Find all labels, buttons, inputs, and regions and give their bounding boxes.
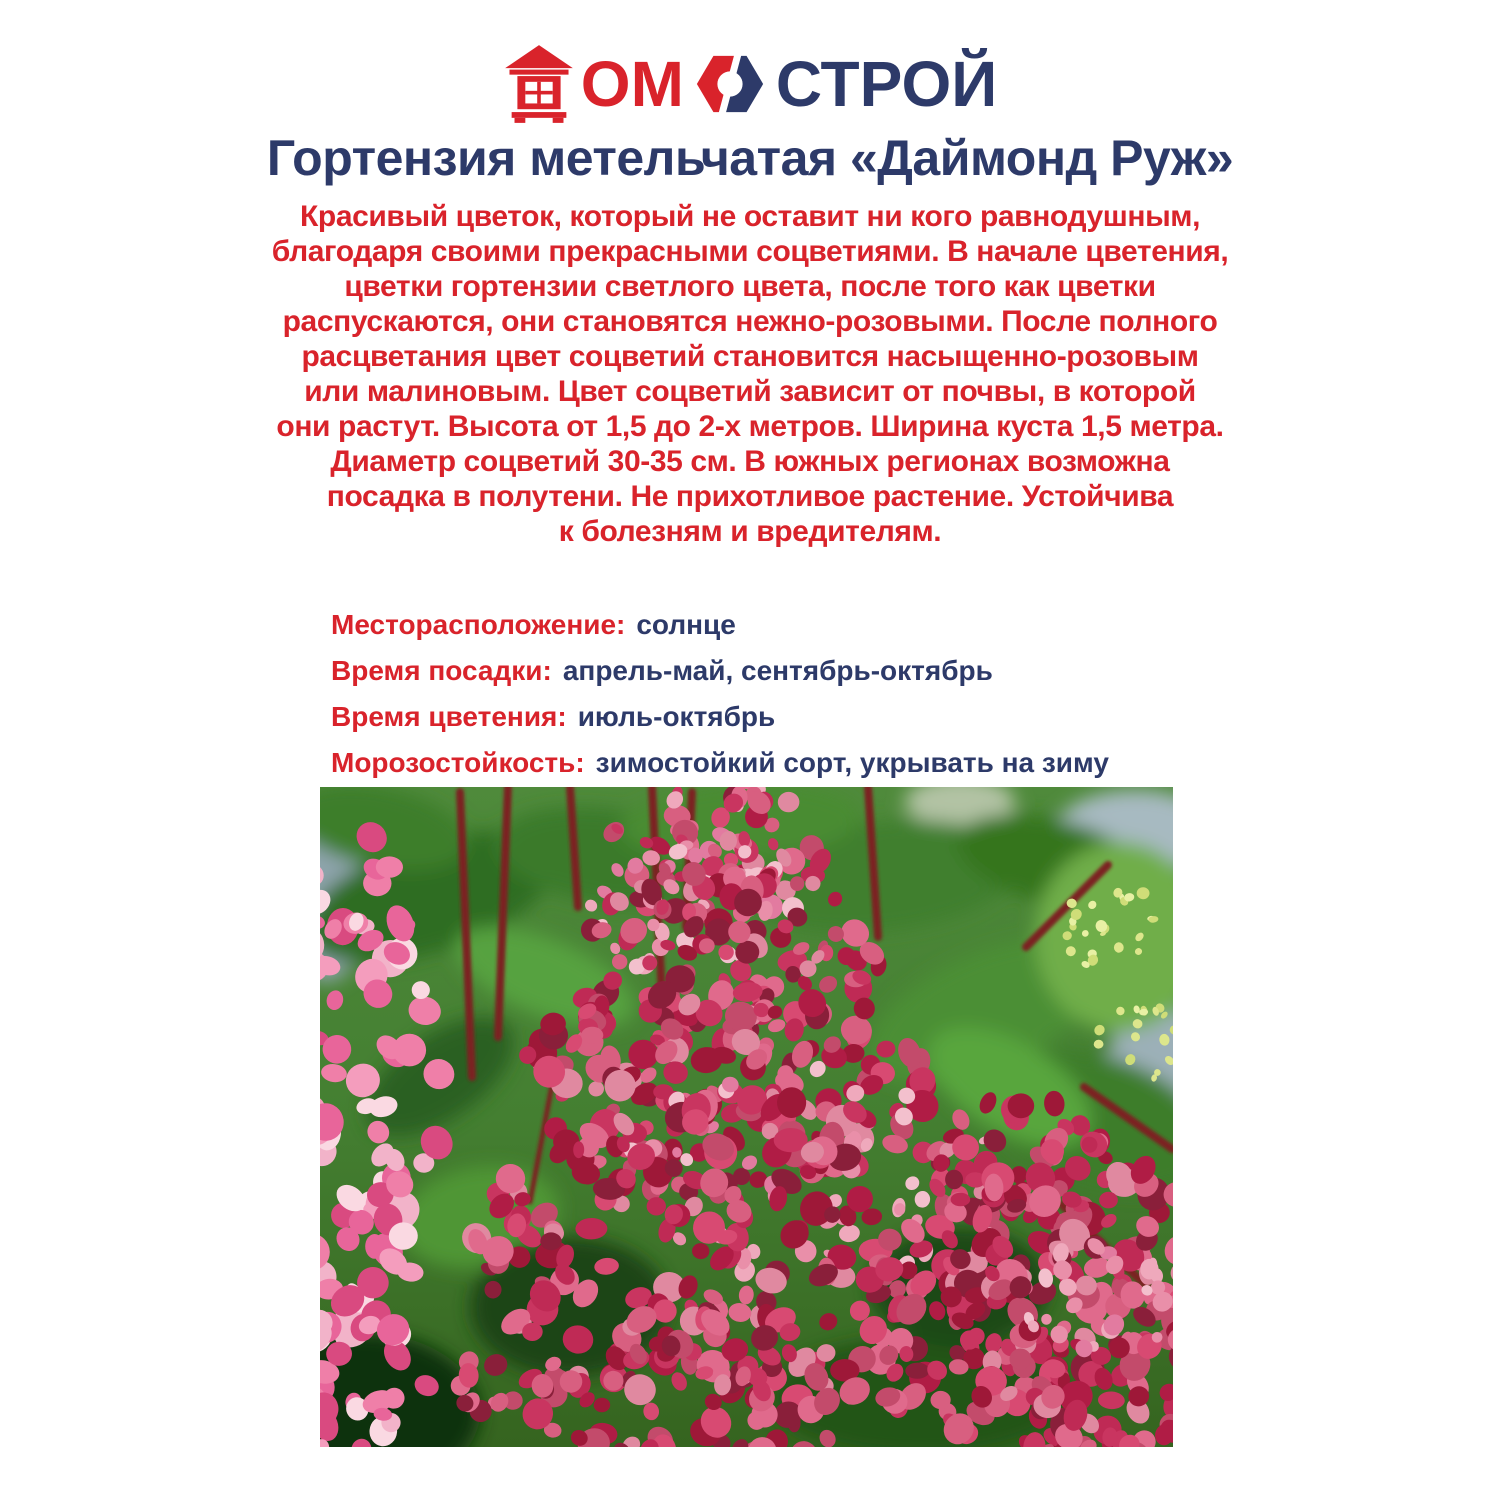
spec-label: Месторасположение: (331, 609, 626, 640)
description-line: благодаря своими прекрасными соцветиями. В начале цветения, (271, 235, 1229, 268)
description-line: они растут. Высота от 1,5 до 2-х метров. Ширина куста 1,5 метра. (276, 410, 1224, 443)
logo-text-stroy: СТРОЙ (775, 48, 998, 120)
spec-label: Время посадки: (331, 655, 552, 686)
spec-label: Время цветения: (331, 701, 567, 732)
description-line: расцветания цвет соцветий становится насыщенно-розовым (301, 340, 1199, 373)
spec-value: апрель-май, сентябрь-октябрь (562, 655, 993, 686)
spec-value: солнце (636, 609, 736, 640)
brand-logo (0, 40, 1500, 128)
description-line: посадка в полутени. Не прихотливое растение. Устойчива (326, 480, 1174, 513)
hydrangea-photo (320, 787, 1173, 1447)
spec-row-location (331, 610, 1109, 639)
spec-label: Морозостойкость: (331, 747, 585, 778)
aperture-icon (694, 48, 766, 120)
description-line: или малиновым. Цвет соцветий зависит от почвы, в которой (304, 375, 1196, 408)
spec-row-frost-resistance (331, 748, 1109, 777)
spec-row-bloom-time (331, 702, 1109, 731)
logo-text-om: ОМ (580, 48, 684, 120)
description-line: Красивый цветок, который не оставит ни кого равнодушным, (299, 200, 1201, 233)
description-line: Диаметр соцветий 30-35 см. В южных регионах возможна (330, 445, 1170, 478)
spec-row-planting-time (331, 656, 1109, 685)
description-line: цветки гортензии светлого цвета, после того как цветки (344, 270, 1156, 303)
page-title: Гортензия метельчатая «Даймонд Руж» (266, 130, 1234, 186)
description-line: распускаются, они становятся нежно-розовыми. После полного (282, 305, 1218, 338)
plant-description (0, 199, 1500, 549)
description-line: к болезням и вредителям. (558, 515, 942, 548)
spec-value: июль-октябрь (577, 701, 776, 732)
spec-value: зимостойкий сорт, укрывать на зиму (595, 747, 1109, 778)
plant-specs (331, 610, 1109, 794)
house-icon (503, 43, 575, 125)
